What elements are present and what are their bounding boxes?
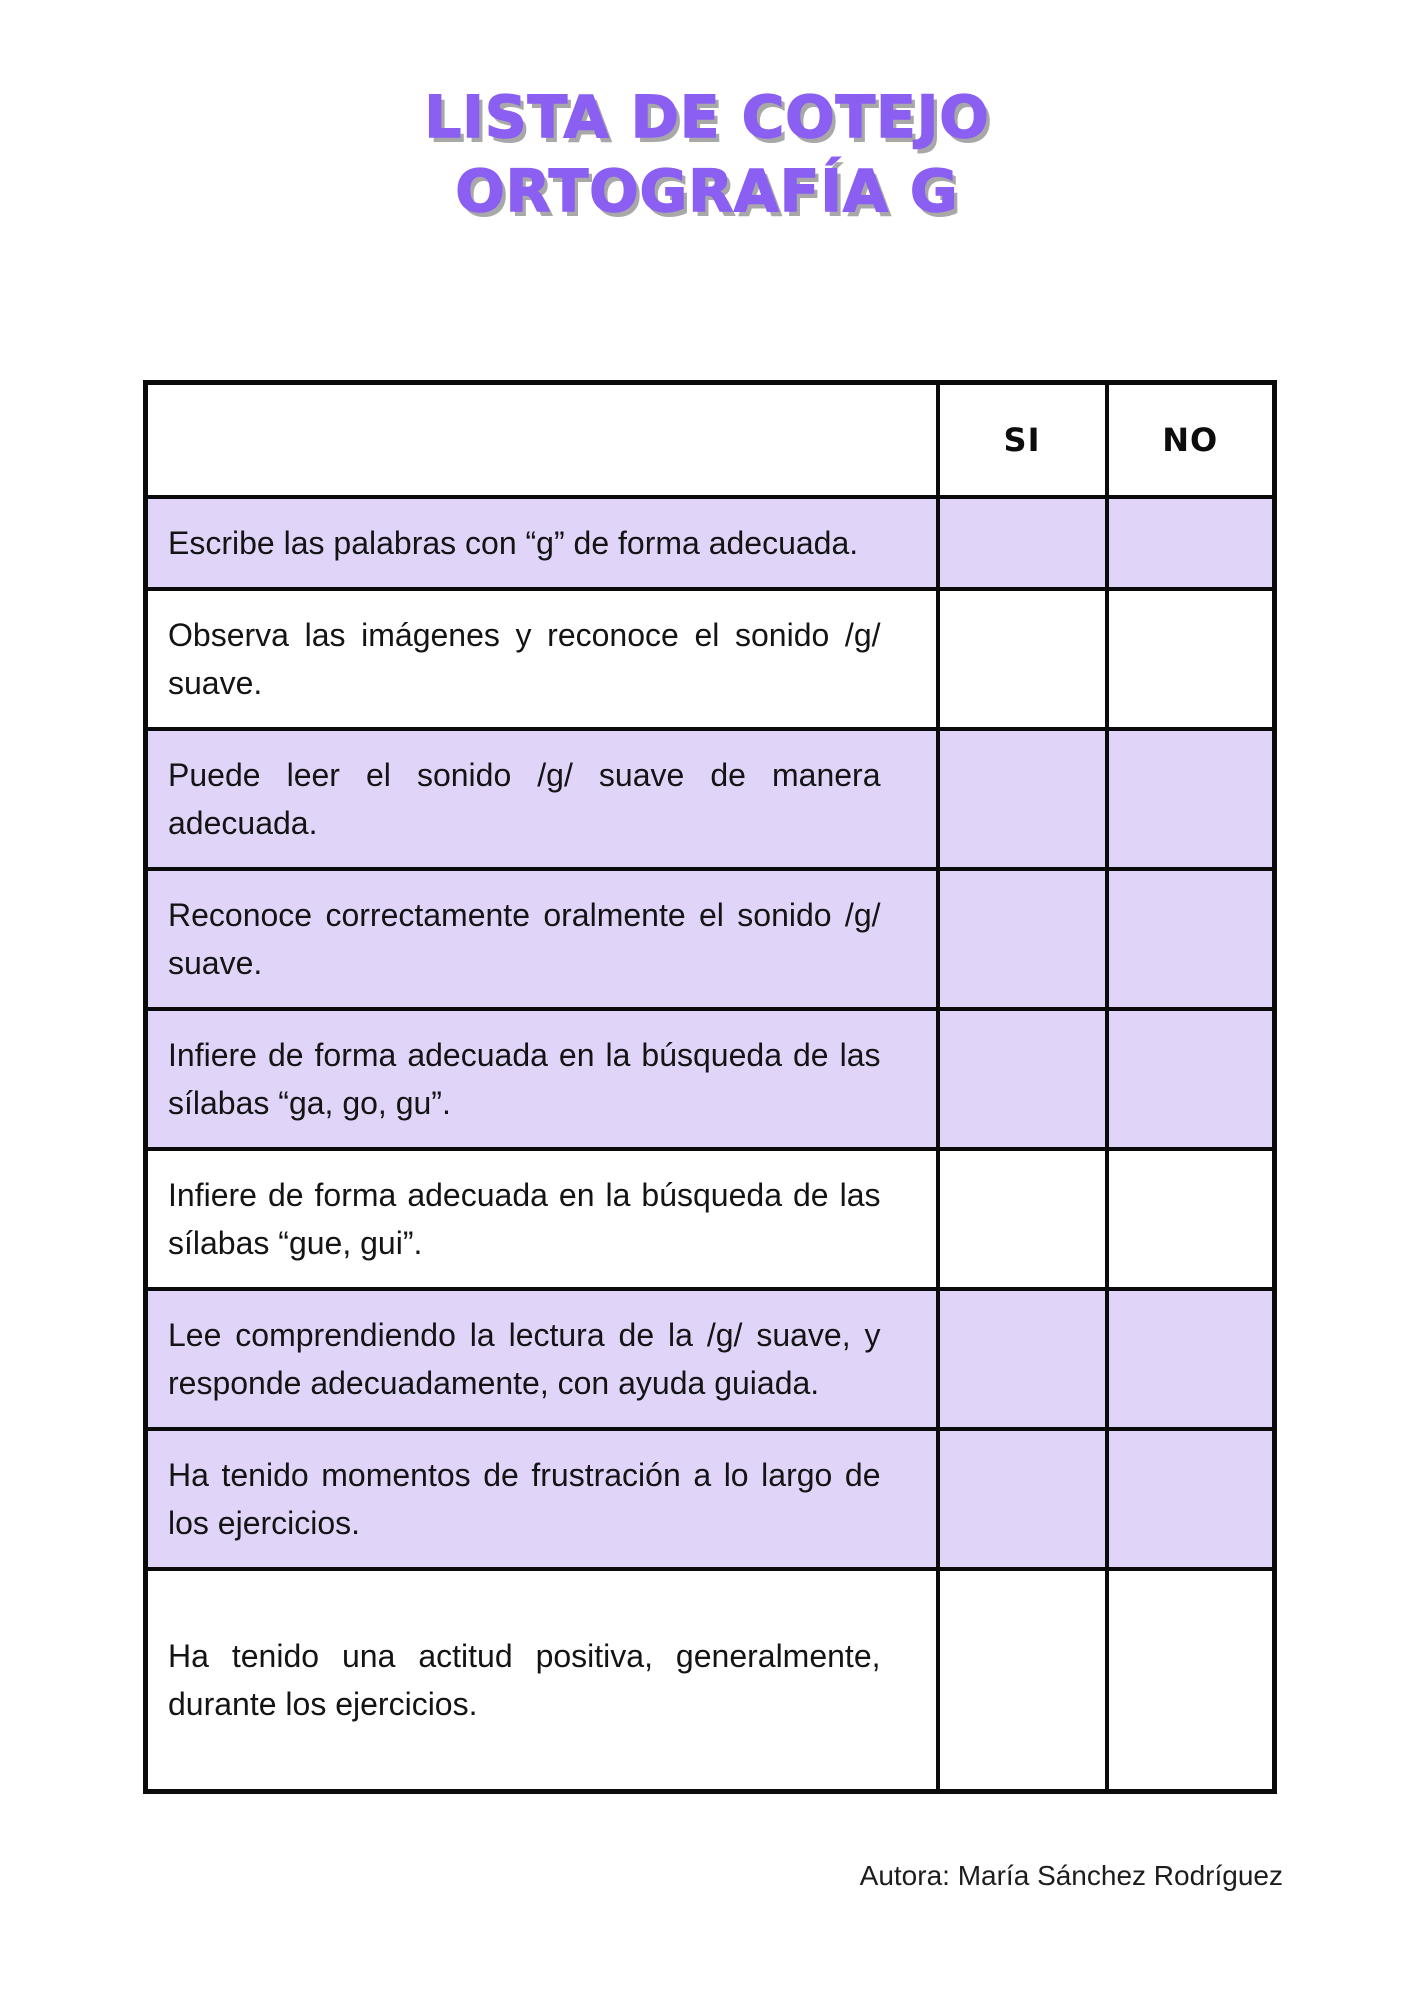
check-cell-no[interactable] [1107, 1569, 1275, 1792]
check-cell-si[interactable] [938, 1569, 1107, 1792]
check-cell-si[interactable] [938, 497, 1107, 589]
criterion-text: Ha tenido una actitud positiva, generalmente, durante los ejercicios. [146, 1569, 938, 1792]
check-cell-si[interactable] [938, 1149, 1107, 1289]
criterion-text: Ha tenido momentos de frustración a lo largo de los ejercicios. [146, 1429, 938, 1569]
check-cell-no[interactable] [1107, 729, 1275, 869]
checklist-table [143, 380, 1277, 1794]
table-row [146, 729, 1275, 869]
table-row [146, 1429, 1275, 1569]
criterion-text: Observa las imágenes y reconoce el sonido /g/ suave. [146, 589, 938, 729]
check-cell-si[interactable] [938, 1429, 1107, 1569]
table-row [146, 497, 1275, 589]
check-cell-no[interactable] [1107, 1009, 1275, 1149]
table-row [146, 1289, 1275, 1429]
table-row [146, 869, 1275, 1009]
criterion-text: Infiere de forma adecuada en la búsqueda de las sílabas “ga, go, gu”. [146, 1009, 938, 1149]
title-line-1: LISTA DE COTEJO [424, 83, 990, 151]
si-column-header: SI [938, 383, 1107, 498]
check-cell-si[interactable] [938, 869, 1107, 1009]
check-cell-no[interactable] [1107, 869, 1275, 1009]
check-cell-si[interactable] [938, 1009, 1107, 1149]
check-cell-no[interactable] [1107, 1149, 1275, 1289]
check-cell-si[interactable] [938, 1289, 1107, 1429]
table-row [146, 1149, 1275, 1289]
header-row [146, 383, 1275, 498]
criterion-text: Reconoce correctamente oralmente el sonido /g/ suave. [146, 869, 938, 1009]
criterion-text: Puede leer el sonido /g/ suave de manera adecuada. [146, 729, 938, 869]
criteria-column-header [146, 383, 938, 498]
check-cell-no[interactable] [1107, 1429, 1275, 1569]
document-title [0, 80, 1414, 228]
check-cell-no[interactable] [1107, 1289, 1275, 1429]
no-column-header: NO [1107, 383, 1275, 498]
check-cell-no[interactable] [1107, 589, 1275, 729]
criterion-text: Escribe las palabras con “g” de forma adecuada. [146, 497, 938, 589]
title-line-2: ORTOGRAFÍA G [455, 157, 959, 225]
criterion-text: Infiere de forma adecuada en la búsqueda de las sílabas “gue, gui”. [146, 1149, 938, 1289]
table-row [146, 1009, 1275, 1149]
criterion-text: Lee comprendiendo la lectura de la /g/ suave, y responde adecuadamente, con ayuda guiada. [146, 1289, 938, 1429]
author-credit: Autora: María Sánchez Rodríguez [859, 1860, 1283, 1891]
check-cell-si[interactable] [938, 589, 1107, 729]
check-cell-si[interactable] [938, 729, 1107, 869]
table-row [146, 1569, 1275, 1792]
check-cell-no[interactable] [1107, 497, 1275, 589]
table-row [146, 589, 1275, 729]
